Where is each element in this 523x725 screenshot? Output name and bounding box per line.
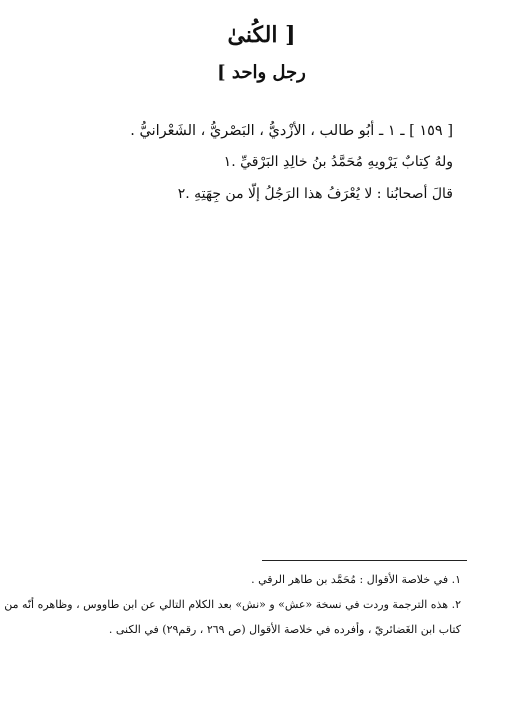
entry-line-1: [ ١٥٩ ] ـ ١ ـ أبُو طالب ، الأزْديُّ ، البَصْريُّ ، الشَعْرانيُّ . <box>130 123 453 139</box>
entry-line-2: ولهُ كِتابٌ يَرْويهِ مُحَمَّدُ بنُ خالِدِ البَرْقيِّ .١ <box>223 154 453 170</box>
section-title: [ الكُنىٰ <box>227 22 296 48</box>
footnote-1: ١. في خلاصة الأقوال : مُحَمَّد بن طاهر الرقي . <box>251 573 461 586</box>
footnote-2-line-1: ٢. هذه الترجمة وردت في نسخة «عش» و «نش» بعد الكلام التالي عن ابن طاووس ، وظاهره أنّه من <box>4 598 461 611</box>
footnote-2-line-2: كتاب ابن الغَضائريّ ، وأفرده في خلاصة الأقوال (ص ٢٦٩ ، رقم٢٩) في الكنى . <box>108 623 461 636</box>
section-subtitle: رجل واحد ] <box>217 62 306 83</box>
entry-line-3: قالَ أصحابُنا : لا يُعْرَفُ هذا الرَجُلُ إلّا من جِهَتِهِ .٢ <box>177 186 453 202</box>
footnote-separator <box>262 560 467 561</box>
